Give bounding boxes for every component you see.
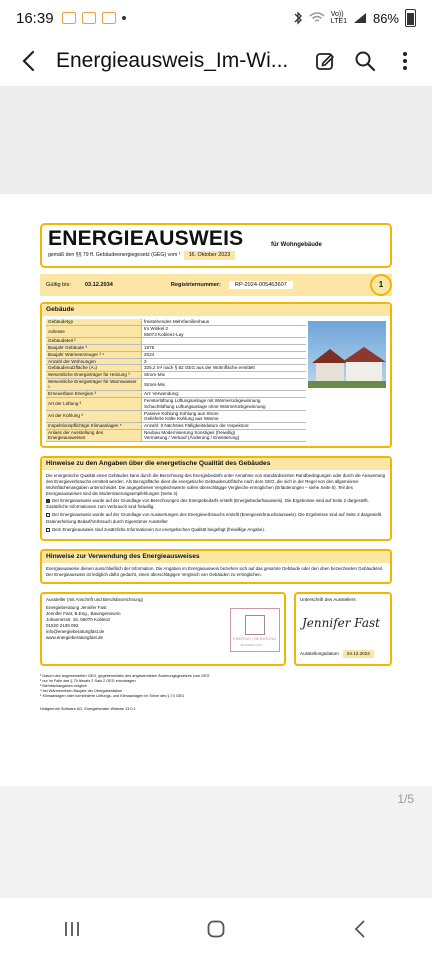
recent-apps-icon: [63, 920, 81, 938]
building-row: [46, 372, 306, 379]
building-row: [46, 338, 306, 345]
building-row-label: Adresse: [46, 326, 142, 337]
building-row-value: Art: Verwendung:: [144, 391, 180, 397]
recent-apps-button[interactable]: [59, 916, 85, 942]
issue-date-value: 04.12.2024: [343, 650, 374, 658]
registration-label: Registriernummer:: [170, 281, 221, 288]
certificate-header: [40, 223, 392, 268]
calendar-icon: [82, 12, 96, 24]
issuer-line: Johannesstr. 15, 56070 Koblenz: [46, 617, 111, 623]
signal-icon: [353, 12, 367, 24]
nav-back-button[interactable]: [347, 916, 373, 942]
building-row-value: Strom-Mix: [144, 372, 165, 378]
footnote: ¹ Datum des angewendeten GEG, gegebenenfalls des angewendeten Änderungsgesetzes zum GEG: [40, 673, 210, 678]
demand-certificate-text: Der Energieausweis wurde auf der Grundlage von Berechnungen des Energiebedarfs erstellt (Energiebedarfsausweis). Die Ergebnisse sind auf Seite 2 dargestellt. Zusätzliche Informationen zum Verbrauch sind freiwillig.: [46, 498, 369, 510]
building-row-value: Im Winkel 2 56073 Koblenz-Lay: [144, 325, 184, 337]
building-row-label: Wesentliche Energieträger für Heizung ³: [46, 372, 142, 378]
home-button[interactable]: [203, 916, 229, 942]
search-icon: [354, 50, 376, 72]
building-row-value: Passive Kühlung Kühlung aus Strom Gelieferte Kälte Kühlung aus Wärme: [144, 410, 219, 422]
system-nav-bar: [0, 898, 432, 960]
building-row: [46, 326, 306, 338]
page-number-badge: 1: [370, 274, 392, 296]
building-row-label: Gebäudeteil ²: [46, 338, 142, 344]
footnote: ⁵ Klimaanlagen oder kombinierte Lüftungs- und Klimaanlagen im Sinne des § 74 GEG: [40, 694, 185, 699]
building-row-label: Gebäudetyp: [46, 319, 142, 325]
checkbox-checked: [46, 499, 50, 503]
building-row-value: freistehendes Mehrfamilienhaus: [144, 319, 210, 325]
signature-box: [294, 592, 392, 666]
footnotes: [40, 674, 392, 700]
notification-icons: [62, 12, 126, 24]
building-row-value: 1975: [144, 345, 155, 351]
signature-label: Unterschrift des Ausstellers: [300, 596, 356, 602]
building-row-label: Baujahr Gebäude ³: [46, 345, 142, 351]
usage-notes-heading: Hinweise zur Verwendung des Energieausweises: [42, 551, 390, 563]
building-row-value: 325,2 m² nach § 82 GEG aus der Wohnfläche ermittelt: [144, 365, 255, 371]
issuer-label: Aussteller (mit Anschrift und Berufsbezeichnung): [46, 596, 144, 602]
logo-text: ENERGIE | BERATUNG: [233, 636, 277, 642]
building-row-label: Erneuerbare Energien ³: [46, 391, 142, 397]
building-row: [46, 379, 306, 391]
page-indicator: 1/5: [397, 792, 414, 806]
usage-notes-text: Energieausweise dienen ausschließlich der Information. Die Angaben im Energieausweis beziehen sich auf das gesamte Gebäude oder den oben bezeichneten Gebäudeteil. Der Energieausweis ist lediglich dafür gedacht, einen überschlägigen Vergleich von Gebäuden zu ermöglichen.: [46, 566, 384, 577]
certificate-subtitle: für Wohngebäude: [271, 242, 322, 248]
building-row-value: Neubau Modernisierung Sonstiges (freiwillig) Vermietung / Verkauf (Änderung / Erweiterung): [144, 429, 240, 441]
data-collection-text: Datenerhebung Bedarf/Verbrauch durch Eigentümer Aussteller: [46, 519, 168, 525]
issuer-line: Energieberatung Jennifer Fast: [46, 605, 107, 611]
building-row-value: Fensterlüftung Lüftungsanlage mit Wärmerückgewinnung Schachtlüftung Lüftungsanlage ohne Wärmerückgewinnung: [144, 398, 266, 409]
nav-back-icon: [353, 919, 367, 939]
valid-value: 03.12.2034: [84, 281, 113, 288]
usage-notes-section: [40, 549, 392, 584]
consumption-certificate-text: Der Energieausweis wurde auf der Grundlage von Auswertungen des Energieverbrauchs erstellt (Energieverbrauchsausweis). Die Ergebnisse sind auf Seite 3 dargestellt.: [52, 511, 383, 517]
building-row: [46, 391, 306, 398]
status-bar: [0, 0, 432, 36]
more-vertical-icon: [402, 50, 408, 72]
building-row: [46, 345, 306, 352]
building-section: [40, 302, 392, 448]
issue-date-label: Ausstellungsdatum: [300, 650, 339, 656]
building-row-value: Strom-Mix: [144, 381, 165, 387]
back-arrow-icon: [21, 50, 35, 72]
energy-certificate: [40, 223, 392, 712]
law-text: gemäß den §§ 79 ff. Gebäudeenergiegesetz (GEG) vom ¹: [48, 252, 181, 259]
notification-icon: [62, 12, 76, 24]
building-row: [46, 411, 306, 423]
validity-row: [40, 274, 392, 296]
building-row-label: Inspektionspflichtige Klimaanlagen ⁵: [46, 423, 142, 429]
building-row: [46, 352, 306, 359]
law-date: 16. Oktober 2023: [184, 251, 236, 260]
company-logo: [230, 608, 280, 652]
building-photo: [308, 321, 386, 388]
quality-notes-heading: Hinweise zu den Angaben über die energetische Qualität des Gebäudes: [42, 458, 390, 470]
building-row-label: Art der Lüftung ³: [46, 398, 142, 409]
more-notifications-icon: [122, 16, 126, 20]
notification-icon: [102, 12, 116, 24]
handwritten-signature: Jennifer Fast: [302, 615, 380, 630]
building-row: [46, 319, 306, 326]
building-row: [46, 398, 306, 410]
building-row-label: Gebäudenutzfläche (Aₙ): [46, 365, 142, 371]
law-reference: [48, 251, 384, 260]
quality-notes-section: [40, 456, 392, 541]
lte-label: Vo)) LTE1: [330, 11, 347, 25]
issuer-line: info@energieberatungfast.de: [46, 628, 105, 634]
footnote: ² nur im Falle des § 79 Absatz 2 Satz 2 GEG einzutragen: [40, 678, 136, 683]
building-row-value: 2024: [144, 351, 155, 357]
home-icon: [206, 919, 226, 939]
building-row-label: Anzahl der Wohnungen: [46, 359, 142, 365]
footnote: ⁴ bei Wärmenetzen Baujahr der Übergabestation: [40, 688, 123, 693]
search-button[interactable]: [352, 48, 378, 74]
document-title: Energieausweis_Im-Wi...: [56, 49, 289, 72]
battery-icon: [405, 9, 416, 27]
building-row-value: Anzahl: 0 Nächstes Fälligkeitsdatum der Inspektion:: [144, 422, 250, 428]
building-row-label: Baujahr Wärmeerzeuger ³ ⁴: [46, 352, 142, 358]
footnote: ³ Mehrfachangaben möglich: [40, 683, 88, 688]
certificate-title: ENERGIEAUSWEIS: [48, 227, 244, 250]
checkbox-unchecked: [46, 528, 50, 532]
building-row-label: Wesentliche Energieträger für Warmwasser ³: [46, 379, 142, 390]
building-row-label: Art der Kühlung ³: [46, 411, 142, 422]
software-credit: Hottgenroth Software AG, Energieberater Widewe 13.0.1: [40, 707, 136, 712]
issuer-line: 01520 2109 092: [46, 622, 79, 628]
back-button[interactable]: [14, 47, 42, 75]
issuer-line: Jennifer Fast, B.Eng., Bauingenieurin: [46, 611, 121, 617]
valid-label: Gültig bis:: [46, 281, 71, 288]
more-options-button[interactable]: [392, 48, 418, 74]
checkbox-unchecked: [46, 513, 50, 517]
building-row: [46, 359, 306, 366]
building-heading: Gebäude: [42, 304, 390, 316]
bluetooth-icon: [293, 11, 303, 25]
quality-notes-text: Die energetische Qualität eines Gebäudes kann durch die Berechnung des Energiebedarfs unter Annahme von standardisierten Randbedingungen oder durch die Auswertung des Energieverbrauchs ermittelt werden. Als Bezugsfläche dient die energetische Gebäudenutzfläche nach dem GEG, die sich in der Regel von den allgemeinen Wohnflächenangaben unterscheidet. Die angegebenen Vergleichswerte sollen überschlägige Vergleiche ermöglichen (Erläuterungen – siehe Seite 5). Teil des Energieausweises sind die Modernisierungsempfehlungen (Seite 4).: [46, 473, 386, 496]
registration-value: RP-2024-005463607: [229, 281, 293, 290]
issuer-box: [40, 592, 286, 666]
building-row: [46, 365, 306, 372]
issuer-line: www.energieberatungfast.de: [46, 634, 104, 640]
building-row: [46, 430, 306, 442]
wifi-icon: [309, 12, 325, 24]
building-row-label: Anlass der Ausstellung des Energieausweises: [46, 430, 142, 441]
battery-percent: 86%: [372, 10, 399, 26]
status-time: 16:39: [16, 9, 54, 27]
building-table: [46, 319, 306, 442]
logo-subtext: JENNIFER FAST: [240, 642, 264, 647]
edit-button[interactable]: [312, 48, 338, 74]
edit-icon: [314, 50, 336, 72]
additional-info-text: Dem Energieausweis sind zusätzliche Informationen zur energetischen Qualität beigefügt (freiwillige Angabe).: [52, 527, 266, 533]
building-row-value: 3: [144, 358, 147, 364]
building-row: [46, 423, 306, 430]
app-bar: [0, 36, 432, 86]
